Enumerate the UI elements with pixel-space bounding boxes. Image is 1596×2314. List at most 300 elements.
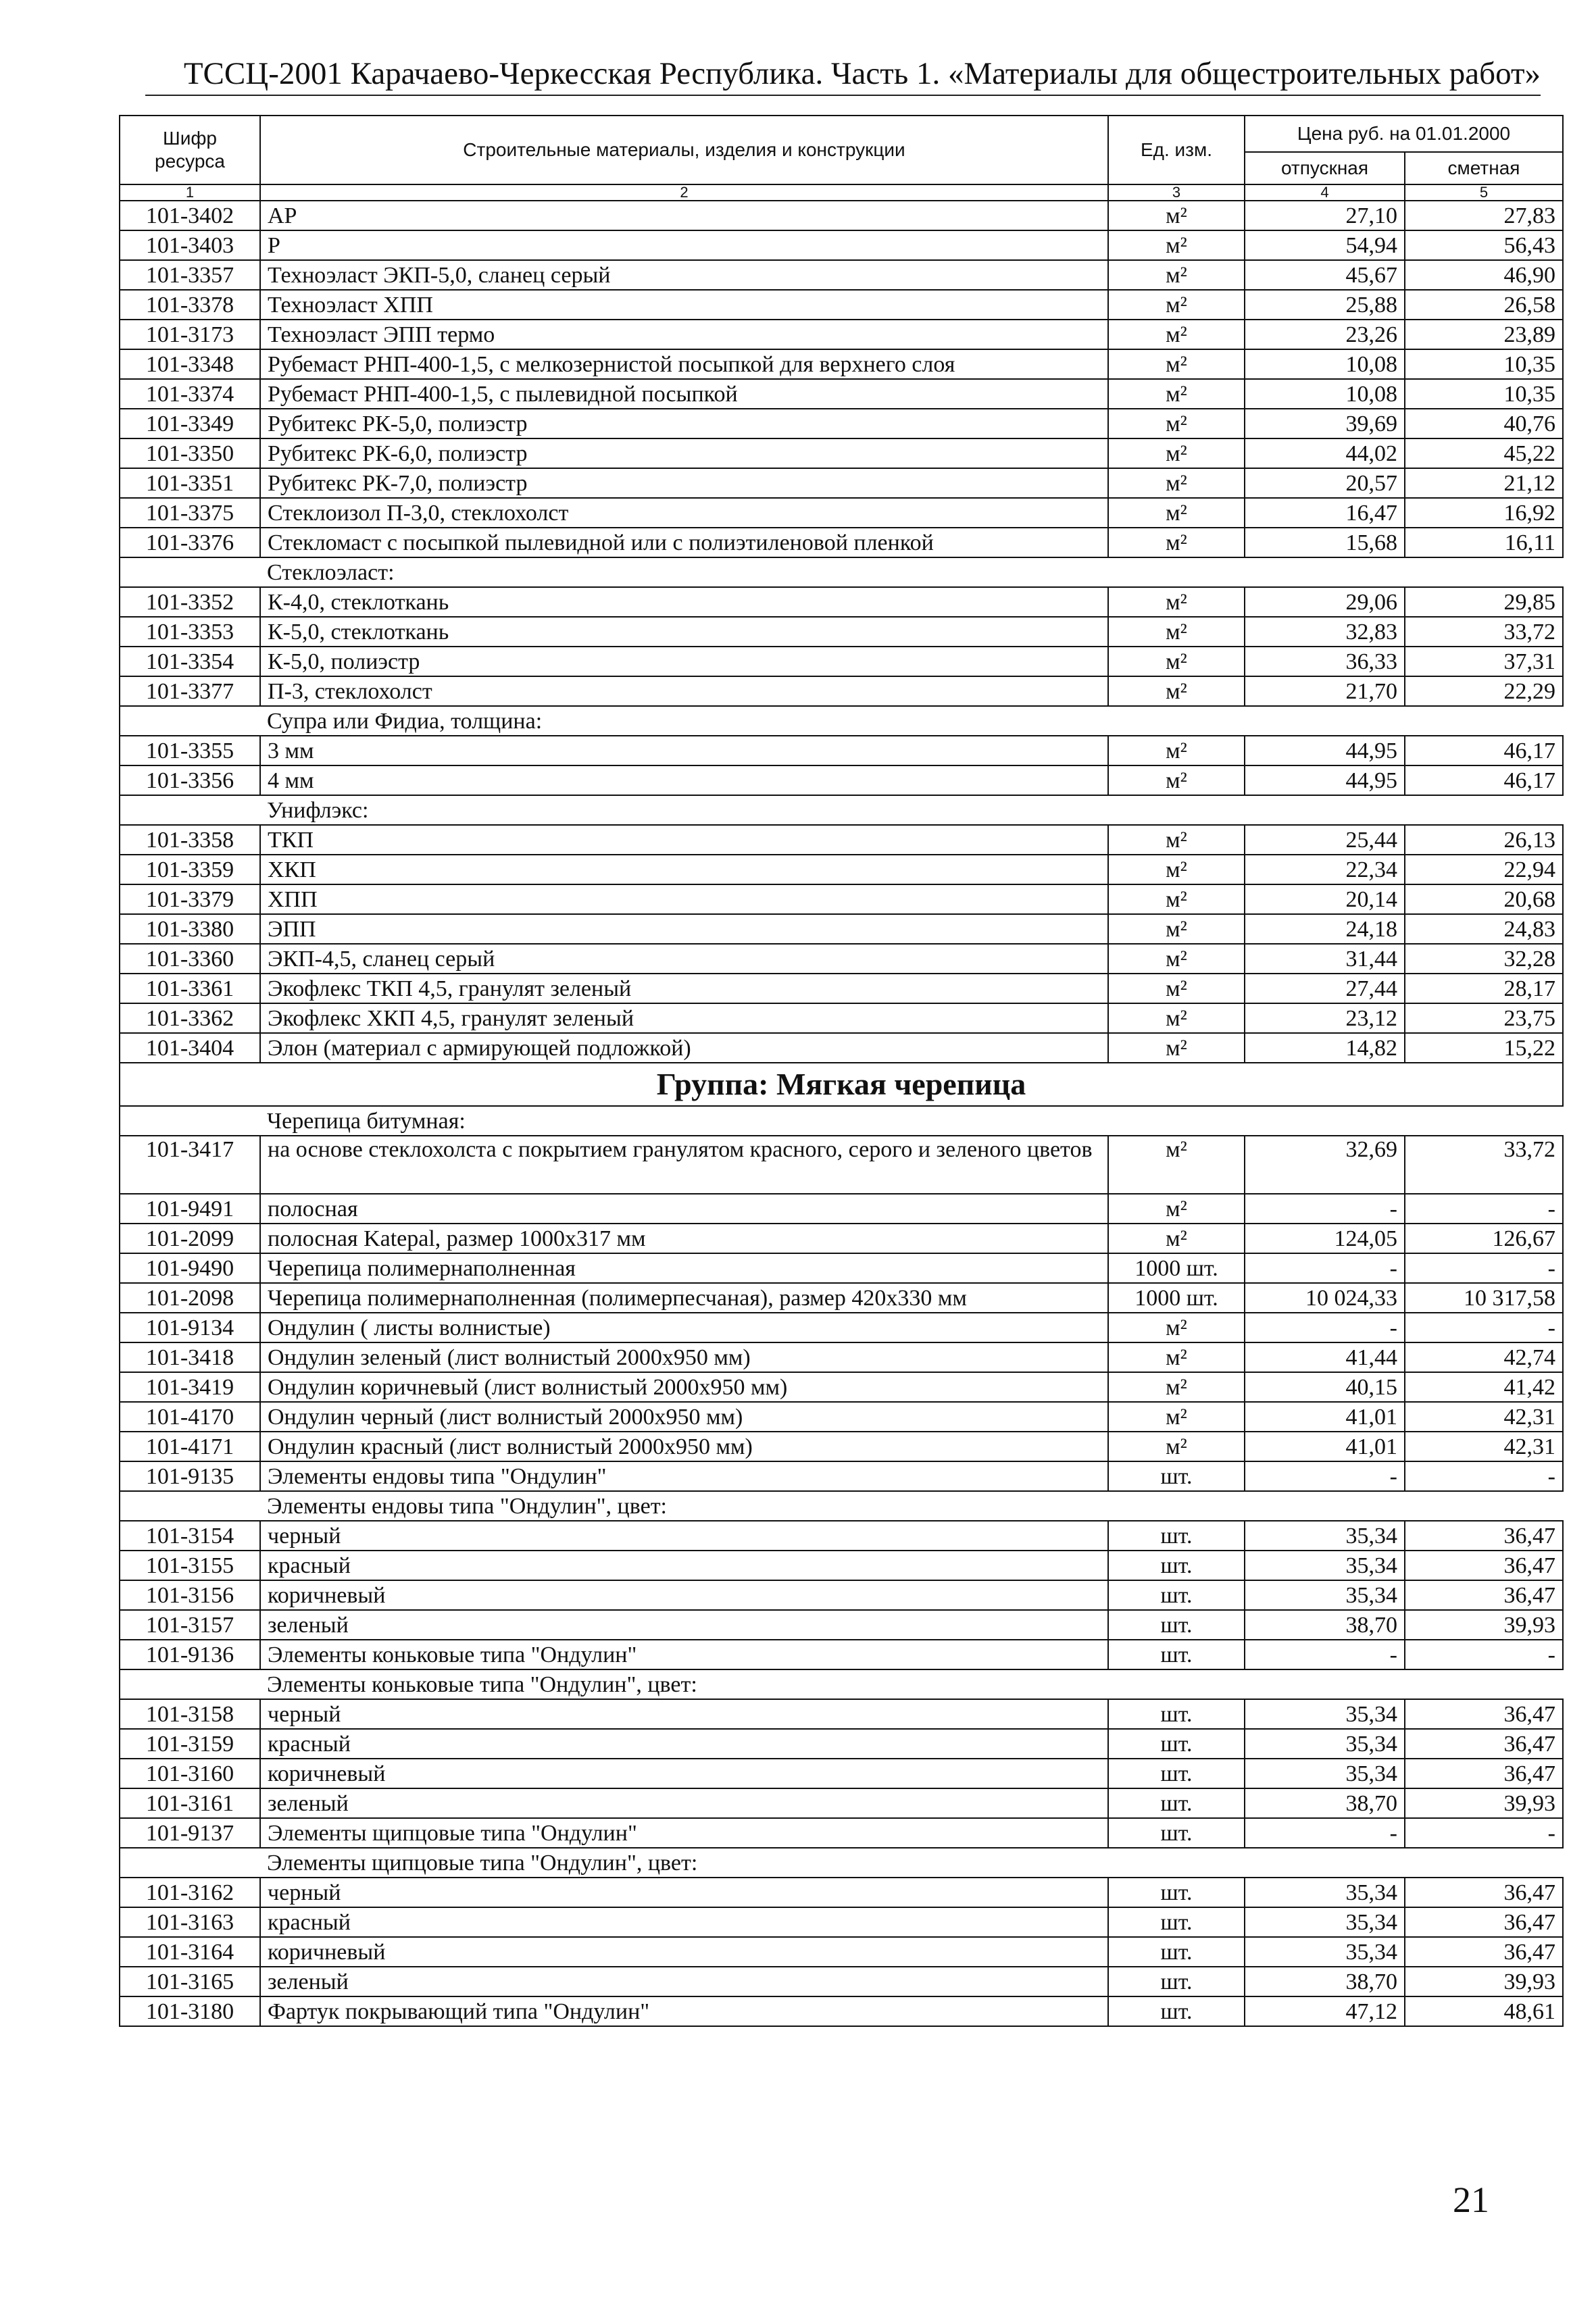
material-name-cell: Техноэласт ЭКП-5,0, сланец серый <box>260 260 1108 290</box>
table-row <box>120 825 1563 855</box>
release-price-cell: 38,70 <box>1245 1610 1405 1640</box>
unit-cell: м² <box>1108 1003 1245 1033</box>
unit-cell: 1000 шт. <box>1108 1253 1245 1283</box>
table-row <box>120 1610 1563 1640</box>
table-row <box>120 1996 1563 2026</box>
resource-code-cell: 101-3163 <box>120 1907 260 1937</box>
estimate-price-cell: 36,47 <box>1405 1878 1563 1907</box>
estimate-price-cell: 33,72 <box>1405 617 1563 647</box>
material-name-cell: Рубитекс РК-7,0, полиэстр <box>260 468 1108 498</box>
table-row <box>120 201 1563 230</box>
table-row <box>120 1937 1563 1967</box>
material-name-cell: Рубемаст РНП-400-1,5, с пылевидной посыпкой <box>260 379 1108 409</box>
material-name-cell: красный <box>260 1551 1108 1580</box>
unit-cell: шт. <box>1108 1580 1245 1610</box>
unit-cell: м² <box>1108 438 1245 468</box>
release-price-cell: 20,14 <box>1245 884 1405 914</box>
release-price-cell: 41,44 <box>1245 1342 1405 1372</box>
unit-cell: м² <box>1108 765 1245 795</box>
release-price-cell: 23,26 <box>1245 320 1405 349</box>
table-row <box>120 1967 1563 1996</box>
estimate-price-cell: 33,72 <box>1405 1136 1563 1194</box>
estimate-price-cell: 41,42 <box>1405 1372 1563 1402</box>
release-price-cell: 35,34 <box>1245 1551 1405 1580</box>
estimate-price-cell: 46,17 <box>1405 736 1563 765</box>
estimate-price-cell: 37,31 <box>1405 647 1563 676</box>
unit-cell: м² <box>1108 825 1245 855</box>
unit-cell: шт. <box>1108 1788 1245 1818</box>
estimate-price-cell: 24,83 <box>1405 914 1563 944</box>
table-row <box>120 1580 1563 1610</box>
resource-code-cell: 101-3165 <box>120 1967 260 1996</box>
table-row <box>120 676 1563 706</box>
material-name-cell: Элементы щипцовые типа "Ондулин" <box>260 1818 1108 1848</box>
material-name-cell: Экофлекс ТКП 4,5, гранулят зеленый <box>260 974 1108 1003</box>
release-price-cell: 15,68 <box>1245 528 1405 557</box>
unit-cell: м² <box>1108 944 1245 974</box>
material-name-cell: К-5,0, стеклоткань <box>260 617 1108 647</box>
resource-code-cell: 101-3157 <box>120 1610 260 1640</box>
table-row <box>120 1729 1563 1759</box>
release-price-cell: 38,70 <box>1245 1788 1405 1818</box>
estimate-price-cell: 26,58 <box>1405 290 1563 320</box>
release-price-cell: 38,70 <box>1245 1967 1405 1996</box>
resource-code-cell: 101-3356 <box>120 765 260 795</box>
resource-code-cell: 101-4171 <box>120 1432 260 1461</box>
section-code-cell <box>120 557 260 587</box>
resource-code-cell: 101-3359 <box>120 855 260 884</box>
estimate-price-cell: 36,47 <box>1405 1937 1563 1967</box>
column-numbers-row <box>120 184 1563 201</box>
release-price-cell: 32,83 <box>1245 617 1405 647</box>
estimate-price-cell: 10 317,58 <box>1405 1283 1563 1313</box>
table-row <box>120 1878 1563 1907</box>
resource-code-cell: 101-3353 <box>120 617 260 647</box>
resource-code-cell: 101-3354 <box>120 647 260 676</box>
release-price-cell: 25,44 <box>1245 825 1405 855</box>
material-name-cell: 3 мм <box>260 736 1108 765</box>
release-price-cell: 27,44 <box>1245 974 1405 1003</box>
page-header-title: ТССЦ-2001 Карачаево-Черкесская Республика. Часть 1. «Материалы для общестроительных работ» <box>183 56 1541 91</box>
unit-cell: шт. <box>1108 1759 1245 1788</box>
section-title: Стеклоэласт: <box>260 557 1563 587</box>
release-price-cell: 35,34 <box>1245 1729 1405 1759</box>
unit-cell: шт. <box>1108 1551 1245 1580</box>
header-rule <box>145 95 1541 96</box>
table-row <box>120 1372 1563 1402</box>
estimate-price-cell: 36,47 <box>1405 1729 1563 1759</box>
unit-cell: м² <box>1108 736 1245 765</box>
group-heading: Группа: Мягкая черепица <box>120 1063 1563 1106</box>
release-price-cell: 44,95 <box>1245 736 1405 765</box>
table-row <box>120 1313 1563 1342</box>
unit-cell: м² <box>1108 855 1245 884</box>
table-row <box>120 1224 1563 1253</box>
release-price-cell: 44,95 <box>1245 765 1405 795</box>
section-code-cell <box>120 1669 260 1699</box>
release-price-cell: 27,10 <box>1245 201 1405 230</box>
table-row <box>120 1136 1563 1194</box>
table-row <box>120 320 1563 349</box>
unit-cell: шт. <box>1108 1610 1245 1640</box>
section-row <box>120 1106 1563 1136</box>
table-row <box>120 1283 1563 1313</box>
material-name-cell: красный <box>260 1907 1108 1937</box>
resource-code-cell: 101-3379 <box>120 884 260 914</box>
page-number: 21 <box>1453 2180 1489 2220</box>
estimate-price-cell: 39,93 <box>1405 1788 1563 1818</box>
unit-cell: м² <box>1108 676 1245 706</box>
estimate-price-cell: 46,17 <box>1405 765 1563 795</box>
col-number-1: 1 <box>120 184 260 201</box>
table-row <box>120 260 1563 290</box>
material-name-cell: Рубитекс РК-5,0, полиэстр <box>260 409 1108 438</box>
release-price-cell: 39,69 <box>1245 409 1405 438</box>
resource-code-cell: 101-3419 <box>120 1372 260 1402</box>
unit-cell: м² <box>1108 1342 1245 1372</box>
col-header-estimate: сметная <box>1405 152 1563 184</box>
release-price-cell: 20,57 <box>1245 468 1405 498</box>
unit-cell: м² <box>1108 1194 1245 1224</box>
release-price-cell: 10,08 <box>1245 349 1405 379</box>
estimate-price-cell: 26,13 <box>1405 825 1563 855</box>
table-row <box>120 1818 1563 1848</box>
table-row <box>120 1194 1563 1224</box>
table-row <box>120 765 1563 795</box>
release-price-cell: 35,34 <box>1245 1907 1405 1937</box>
estimate-price-cell: 45,22 <box>1405 438 1563 468</box>
unit-cell: м² <box>1108 230 1245 260</box>
release-price-cell: - <box>1245 1313 1405 1342</box>
estimate-price-cell: 20,68 <box>1405 884 1563 914</box>
material-name-cell: К-4,0, стеклоткань <box>260 587 1108 617</box>
group-heading-row <box>120 1063 1563 1106</box>
resource-code-cell: 101-3352 <box>120 587 260 617</box>
unit-cell: м² <box>1108 587 1245 617</box>
resource-code-cell: 101-3159 <box>120 1729 260 1759</box>
release-price-cell: 24,18 <box>1245 914 1405 944</box>
estimate-price-cell: 23,75 <box>1405 1003 1563 1033</box>
resource-code-cell: 101-3358 <box>120 825 260 855</box>
table-row <box>120 230 1563 260</box>
resource-code-cell: 101-9136 <box>120 1640 260 1669</box>
material-name-cell: Элон (материал с армирующей подложкой) <box>260 1033 1108 1063</box>
release-price-cell: 23,12 <box>1245 1003 1405 1033</box>
resource-code-cell: 101-3164 <box>120 1937 260 1967</box>
table-row <box>120 974 1563 1003</box>
material-name-cell: Экофлекс ХКП 4,5, гранулят зеленый <box>260 1003 1108 1033</box>
release-price-cell: 35,34 <box>1245 1759 1405 1788</box>
resource-code-cell: 101-3348 <box>120 349 260 379</box>
table-row <box>120 617 1563 647</box>
unit-cell: шт. <box>1108 1699 1245 1729</box>
unit-cell: м² <box>1108 1402 1245 1432</box>
section-code-cell <box>120 1491 260 1521</box>
unit-cell: м² <box>1108 974 1245 1003</box>
unit-cell: м² <box>1108 498 1245 528</box>
release-price-cell: 29,06 <box>1245 587 1405 617</box>
table-row <box>120 1432 1563 1461</box>
material-name-cell: Рубемаст РНП-400-1,5, с мелкозернистой посыпкой для верхнего слоя <box>260 349 1108 379</box>
table-row <box>120 587 1563 617</box>
table-row <box>120 409 1563 438</box>
release-price-cell: 35,34 <box>1245 1699 1405 1729</box>
estimate-price-cell: 22,29 <box>1405 676 1563 706</box>
estimate-price-cell: 15,22 <box>1405 1033 1563 1063</box>
unit-cell: м² <box>1108 1136 1245 1194</box>
section-title: Элементы коньковые типа "Ондулин", цвет: <box>260 1669 1563 1699</box>
release-price-cell: 41,01 <box>1245 1402 1405 1432</box>
resource-code-cell: 101-3173 <box>120 320 260 349</box>
unit-cell: шт. <box>1108 1907 1245 1937</box>
unit-cell: м² <box>1108 320 1245 349</box>
resource-code-cell: 101-2098 <box>120 1283 260 1313</box>
material-name-cell: ЭПП <box>260 914 1108 944</box>
col-number-4: 4 <box>1245 184 1405 201</box>
resource-code-cell: 101-3404 <box>120 1033 260 1063</box>
release-price-cell: - <box>1245 1818 1405 1848</box>
unit-cell: м² <box>1108 1224 1245 1253</box>
estimate-price-cell: 10,35 <box>1405 349 1563 379</box>
material-name-cell: коричневый <box>260 1580 1108 1610</box>
table-row <box>120 468 1563 498</box>
estimate-price-cell: - <box>1405 1461 1563 1491</box>
material-name-cell: Ондулин зеленый (лист волнистый 2000х950 мм) <box>260 1342 1108 1372</box>
unit-cell: 1000 шт. <box>1108 1283 1245 1313</box>
release-price-cell: 47,12 <box>1245 1996 1405 2026</box>
material-name-cell: П-3, стеклохолст <box>260 676 1108 706</box>
estimate-price-cell: 36,47 <box>1405 1907 1563 1937</box>
resource-code-cell: 101-3375 <box>120 498 260 528</box>
resource-code-cell: 101-3154 <box>120 1521 260 1551</box>
release-price-cell: 14,82 <box>1245 1033 1405 1063</box>
col-header-price: Цена руб. на 01.01.2000 <box>1245 116 1563 152</box>
resource-code-cell: 101-3380 <box>120 914 260 944</box>
unit-cell: м² <box>1108 260 1245 290</box>
price-table <box>119 115 1564 2027</box>
section-title: Элементы щипцовые типа "Ондулин", цвет: <box>260 1848 1563 1878</box>
table-row <box>120 1699 1563 1729</box>
estimate-price-cell: 23,89 <box>1405 320 1563 349</box>
table-row <box>120 1640 1563 1669</box>
table-row <box>120 1342 1563 1372</box>
resource-code-cell: 101-2099 <box>120 1224 260 1253</box>
section-code-cell <box>120 795 260 825</box>
estimate-price-cell: 39,93 <box>1405 1967 1563 1996</box>
material-name-cell: красный <box>260 1729 1108 1759</box>
estimate-price-cell: 28,17 <box>1405 974 1563 1003</box>
unit-cell: шт. <box>1108 1521 1245 1551</box>
section-row <box>120 1848 1563 1878</box>
col-number-5: 5 <box>1405 184 1563 201</box>
resource-code-cell: 101-4170 <box>120 1402 260 1432</box>
resource-code-cell: 101-9137 <box>120 1818 260 1848</box>
resource-code-cell: 101-3160 <box>120 1759 260 1788</box>
estimate-price-cell: - <box>1405 1818 1563 1848</box>
unit-cell: шт. <box>1108 1996 1245 2026</box>
unit-cell: шт. <box>1108 1729 1245 1759</box>
material-name-cell: Рубитекс РК-6,0, полиэстр <box>260 438 1108 468</box>
release-price-cell: 32,69 <box>1245 1136 1405 1194</box>
estimate-price-cell: 48,61 <box>1405 1996 1563 2026</box>
release-price-cell: 25,88 <box>1245 290 1405 320</box>
estimate-price-cell: - <box>1405 1313 1563 1342</box>
material-name-cell: черный <box>260 1521 1108 1551</box>
table-row <box>120 1759 1563 1788</box>
estimate-price-cell: - <box>1405 1194 1563 1224</box>
material-name-cell: полосная Katepal, размер 1000х317 мм <box>260 1224 1108 1253</box>
release-price-cell: 36,33 <box>1245 647 1405 676</box>
material-name-cell: зеленый <box>260 1788 1108 1818</box>
unit-cell: м² <box>1108 1432 1245 1461</box>
release-price-cell: - <box>1245 1640 1405 1669</box>
estimate-price-cell: 42,74 <box>1405 1342 1563 1372</box>
material-name-cell: коричневый <box>260 1937 1108 1967</box>
unit-cell: м² <box>1108 290 1245 320</box>
col-header-name: Строительные материалы, изделия и конструкции <box>260 116 1108 184</box>
material-name-cell: ТКП <box>260 825 1108 855</box>
table-row <box>120 290 1563 320</box>
material-name-cell: Черепица полимернаполненная <box>260 1253 1108 1283</box>
section-code-cell <box>120 706 260 736</box>
table-row <box>120 1551 1563 1580</box>
material-name-cell: 4 мм <box>260 765 1108 795</box>
table-row <box>120 1461 1563 1491</box>
release-price-cell: 45,67 <box>1245 260 1405 290</box>
release-price-cell: 31,44 <box>1245 944 1405 974</box>
release-price-cell: - <box>1245 1253 1405 1283</box>
estimate-price-cell: 29,85 <box>1405 587 1563 617</box>
release-price-cell: 54,94 <box>1245 230 1405 260</box>
material-name-cell: Ондулин черный (лист волнистый 2000х950 мм) <box>260 1402 1108 1432</box>
material-name-cell: Черепица полимернаполненная (полимерпесчаная), размер 420х330 мм <box>260 1283 1108 1313</box>
material-name-cell: зеленый <box>260 1967 1108 1996</box>
estimate-price-cell: 10,35 <box>1405 379 1563 409</box>
release-price-cell: 35,34 <box>1245 1580 1405 1610</box>
resource-code-cell: 101-3361 <box>120 974 260 1003</box>
estimate-price-cell: 36,47 <box>1405 1580 1563 1610</box>
table-row <box>120 1788 1563 1818</box>
section-title: Унифлэкс: <box>260 795 1563 825</box>
material-name-cell: Ондулин коричневый (лист волнистый 2000х950 мм) <box>260 1372 1108 1402</box>
table-row <box>120 736 1563 765</box>
resource-code-cell: 101-3402 <box>120 201 260 230</box>
resource-code-cell: 101-3161 <box>120 1788 260 1818</box>
estimate-price-cell: 46,90 <box>1405 260 1563 290</box>
estimate-price-cell: 36,47 <box>1405 1699 1563 1729</box>
material-name-cell: коричневый <box>260 1759 1108 1788</box>
section-code-cell <box>120 1848 260 1878</box>
unit-cell: м² <box>1108 617 1245 647</box>
resource-code-cell: 101-3417 <box>120 1136 260 1194</box>
estimate-price-cell: - <box>1405 1640 1563 1669</box>
release-price-cell: 44,02 <box>1245 438 1405 468</box>
release-price-cell: 40,15 <box>1245 1372 1405 1402</box>
unit-cell: м² <box>1108 468 1245 498</box>
section-code-cell <box>120 1106 260 1136</box>
resource-code-cell: 101-3350 <box>120 438 260 468</box>
estimate-price-cell: 39,93 <box>1405 1610 1563 1640</box>
release-price-cell: 10 024,33 <box>1245 1283 1405 1313</box>
estimate-price-cell: 36,47 <box>1405 1551 1563 1580</box>
unit-cell: шт. <box>1108 1640 1245 1669</box>
resource-code-cell: 101-3376 <box>120 528 260 557</box>
section-row <box>120 795 1563 825</box>
material-name-cell: Стеклоизол П-3,0, стеклохолст <box>260 498 1108 528</box>
resource-code-cell: 101-3360 <box>120 944 260 974</box>
table-row <box>120 528 1563 557</box>
estimate-price-cell: 36,47 <box>1405 1759 1563 1788</box>
unit-cell: шт. <box>1108 1461 1245 1491</box>
table-row <box>120 438 1563 468</box>
release-price-cell: - <box>1245 1194 1405 1224</box>
resource-code-cell: 101-3351 <box>120 468 260 498</box>
resource-code-cell: 101-9134 <box>120 1313 260 1342</box>
section-title: Элементы ендовы типа "Ондулин", цвет: <box>260 1491 1563 1521</box>
estimate-price-cell: 126,67 <box>1405 1224 1563 1253</box>
material-name-cell: зеленый <box>260 1610 1108 1640</box>
table-row <box>120 944 1563 974</box>
release-price-cell: 35,34 <box>1245 1937 1405 1967</box>
unit-cell: м² <box>1108 647 1245 676</box>
table-row <box>120 1521 1563 1551</box>
unit-cell: м² <box>1108 1372 1245 1402</box>
resource-code-cell: 101-3357 <box>120 260 260 290</box>
unit-cell: шт. <box>1108 1878 1245 1907</box>
resource-code-cell: 101-3418 <box>120 1342 260 1372</box>
section-title: Черепица битумная: <box>260 1106 1563 1136</box>
section-title: Супра или Фидиа, толщина: <box>260 706 1563 736</box>
material-name-cell: ХКП <box>260 855 1108 884</box>
resource-code-cell: 101-3158 <box>120 1699 260 1729</box>
release-price-cell: 21,70 <box>1245 676 1405 706</box>
table-row <box>120 1907 1563 1937</box>
unit-cell: м² <box>1108 914 1245 944</box>
table-row <box>120 1003 1563 1033</box>
table-header <box>120 116 1563 201</box>
release-price-cell: 35,34 <box>1245 1521 1405 1551</box>
resource-code-cell: 101-3349 <box>120 409 260 438</box>
material-name-cell: на основе стеклохолста с покрытием гранулятом красного, серого и зеленого цветов <box>260 1136 1108 1194</box>
table-row <box>120 349 1563 379</box>
material-name-cell: ХПП <box>260 884 1108 914</box>
release-price-cell: 35,34 <box>1245 1878 1405 1907</box>
estimate-price-cell: - <box>1405 1253 1563 1283</box>
material-name-cell: черный <box>260 1699 1108 1729</box>
col-header-code: Шифр ресурса <box>120 116 260 184</box>
material-name-cell: АР <box>260 201 1108 230</box>
material-name-cell: Техноэласт ЭПП термо <box>260 320 1108 349</box>
table-row <box>120 914 1563 944</box>
col-number-2: 2 <box>260 184 1108 201</box>
estimate-price-cell: 56,43 <box>1405 230 1563 260</box>
material-name-cell: Элементы ендовы типа "Ондулин" <box>260 1461 1108 1491</box>
unit-cell: м² <box>1108 349 1245 379</box>
estimate-price-cell: 40,76 <box>1405 409 1563 438</box>
table-row <box>120 884 1563 914</box>
unit-cell: шт. <box>1108 1937 1245 1967</box>
resource-code-cell: 101-9135 <box>120 1461 260 1491</box>
material-name-cell: ЭКП-4,5, сланец серый <box>260 944 1108 974</box>
resource-code-cell: 101-3403 <box>120 230 260 260</box>
resource-code-cell: 101-3374 <box>120 379 260 409</box>
section-row <box>120 557 1563 587</box>
section-row <box>120 1491 1563 1521</box>
estimate-price-cell: 16,11 <box>1405 528 1563 557</box>
table-row <box>120 498 1563 528</box>
table-row <box>120 1033 1563 1063</box>
unit-cell: м² <box>1108 379 1245 409</box>
